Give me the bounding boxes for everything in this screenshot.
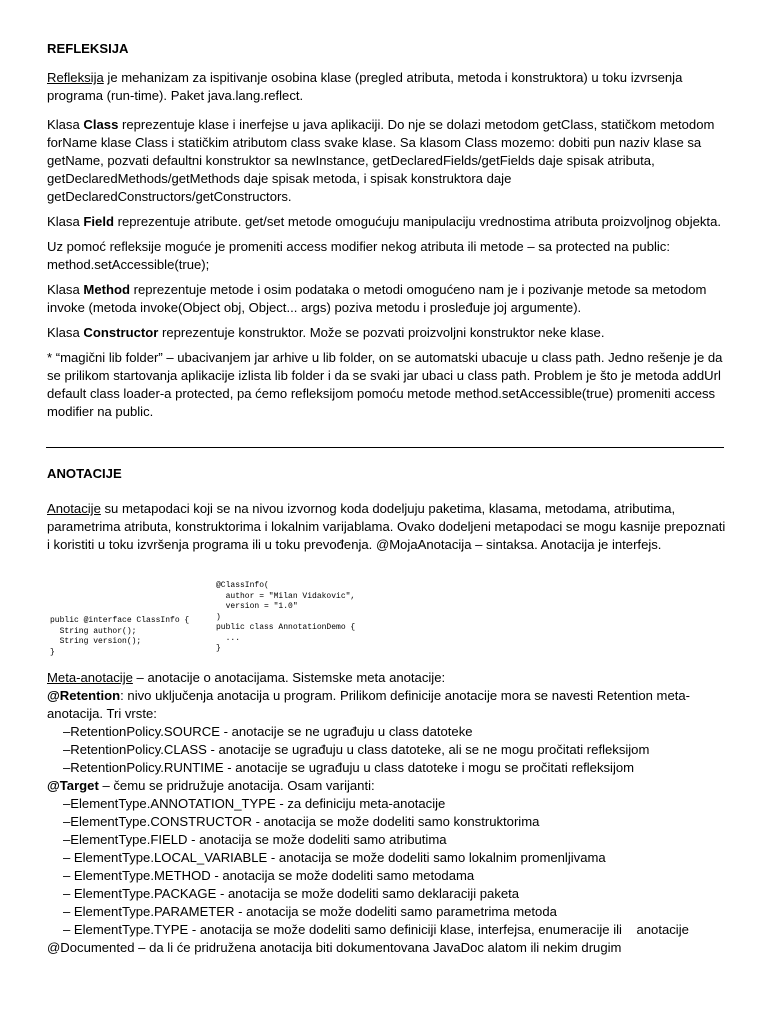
anotacije-intro: Anotacije su metapodaci koji se na nivou izvornog koda dodeljuju paketima, klasama, metodama, atributima, parametrima atributa, konstruktorima i lokalnim varijablama. Ovako dodeljeni metapodaci se mogu kasnije prepoznati i koristiti u toku izvršenja programa ili u toku prevođenja. @MojaAnotacija – sintaksa. Anotacija je interfejs. (47, 501, 726, 552)
anotacije-section (47, 465, 727, 554)
list-item: – ElementType.PARAMETER - anotacija se može dodeliti samo parametrima metoda (63, 904, 557, 919)
list-item: – ElementType.TYPE - anotacija se može dodeliti samo definiciji klase, interfejsa, enumeracije ili anotacije (63, 922, 689, 937)
list-item: – ElementType.LOCAL_VARIABLE - anotacija se može dodeliti samo lokalnim promenljivama (63, 850, 606, 865)
target-paragraph: @Target – čemu se pridružuje anotacija. Osam varijanti: (47, 778, 375, 793)
list-item: –ElementType.CONSTRUCTOR - anotacija se može dodeliti samo konstruktorima (63, 814, 540, 829)
list-item: –RetentionPolicy.SOURCE - anotacije se ne ugrađuju u class datoteke (63, 724, 473, 739)
meta-anotacije-section (47, 669, 727, 957)
class-paragraph: Klasa Class reprezentuje klase i inerfejse u java aplikaciji. Do nje se dolazi metodom getClass, statičkom metodom forName klase Class i statičkim atributom class svake klase. Sa klasom Class mozemo: dobiti pun naziv klase sa getName, pozvati defaultni konstruktor sa newInstance, getDeclaredFields/getFields daje spisak atributa, getDeclaredMethods/getMethods daje spisak metoda, i spisak konstruktora daje getDeclaredConstructors/getConstructors. (47, 117, 715, 204)
target-list (47, 795, 727, 939)
code-annotation-definition: public @interface ClassInfo { String author(); String version(); } (50, 616, 190, 657)
anotacije-heading: ANOTACIJE (47, 466, 122, 481)
list-item: –RetentionPolicy.RUNTIME - anotacije se ugrađuju u class datoteke i mogu se pročitati refleksijom (63, 760, 635, 775)
list-item: – ElementType.METHOD - anotacija se može dodeliti samo metodama (63, 868, 475, 883)
constructor-paragraph: Klasa Constructor reprezentuje konstruktor. Može se pozvati proizvoljni konstruktor neke klase. (47, 325, 605, 340)
refleksija-section (47, 40, 727, 421)
method-paragraph: Klasa Method reprezentuje metode i osim podataka o metodi omogućeno nam je i pozivanje metode sa metodom invoke (metoda invoke(Object obj, Object... args) poziva metodu i prosleđuje joj argumente). (47, 282, 707, 315)
documented-line: @Documented – da li će pridružena anotacija biti dokumentovana JavaDoc alatom ili nekim drugim (47, 940, 622, 955)
refleksija-heading: REFLEKSIJA (47, 41, 129, 56)
refleksija-intro: Refleksija je mehanizam za ispitivanje osobina klase (pregled atributa, metoda i konstruktora) u toku izvrsenja programa (run-time). Paket java.lang.reflect. (47, 70, 683, 103)
list-item: –ElementType.ANNOTATION_TYPE - za definiciju meta-anotacije (63, 796, 446, 811)
lib-folder-paragraph: * “magični lib folder” – ubacivanjem jar arhive u lib folder, on se automatski ubacuje u class path. Jedno rešenje je da se prilikom startovanja aplikacije izlista lib folder i da se svaki jar ubaci u class path. Problem je što je metoda addUrl default class loader-a protected, pa ćemo refleksijom pomoću metode method.setAccessible(true) promeniti access modifier na public. (47, 350, 723, 419)
refleksija-term: Refleksija (47, 70, 104, 85)
retention-list (47, 723, 727, 777)
retention-paragraph: @Retention: nivo uključenja anotacija u program. Prilikom definicije anotacije mora se navesti Retention meta-anotacija. Tri vrste: (47, 688, 691, 721)
access-modifier-paragraph: Uz pomoć refleksije moguće je promeniti access modifier nekog atributa ili metode – sa protected na public: method.setAccessible(true); (47, 239, 670, 272)
code-annotation-usage: @ClassInfo( author = "Milan Vidakovic", version = "1.0" ) public class AnnotationDemo { ... } (216, 581, 356, 653)
list-item: –ElementType.FIELD - anotacija se može dodeliti samo atributima (63, 832, 447, 847)
list-item: – ElementType.PACKAGE - anotacija se može dodeliti samo deklaraciji paketa (63, 886, 520, 901)
anotacije-term: Anotacije (47, 501, 101, 516)
field-paragraph: Klasa Field reprezentuje atribute. get/set metode omogućuju manipulaciju vrednostima atributa proizvoljnog objekta. (47, 214, 721, 229)
list-item: –RetentionPolicy.CLASS - anotacije se ugrađuju u class datoteke, ali se ne mogu pročitati refleksijom (63, 742, 650, 757)
section-divider (46, 447, 724, 448)
meta-anotacije-line: Meta-anotacije – anotacije o anotacijama. Sistemske meta anotacije: (47, 670, 446, 685)
